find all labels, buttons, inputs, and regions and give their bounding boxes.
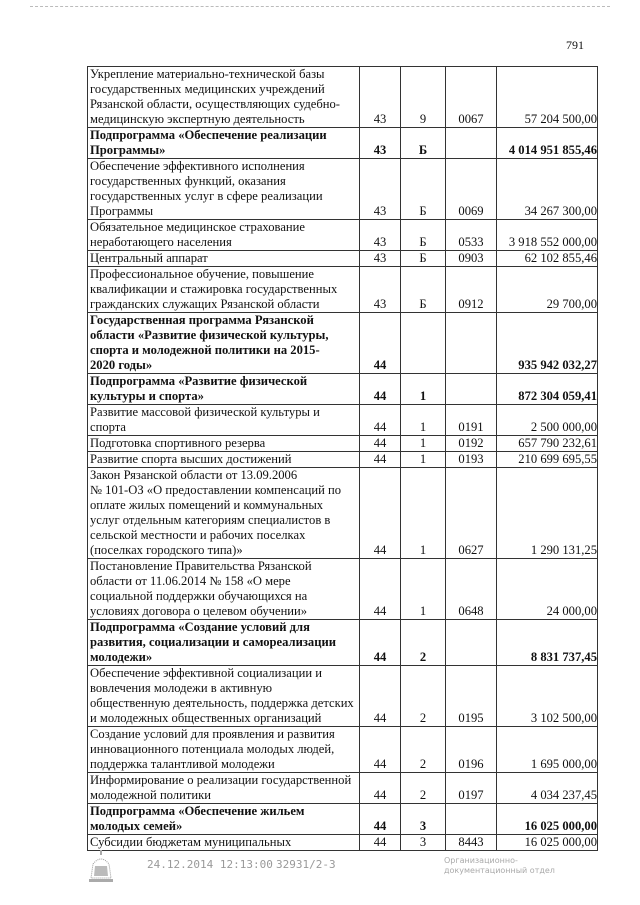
- row-name-line: условиях договора о целевом обучении»: [90, 604, 308, 618]
- item-code: 0648: [446, 559, 497, 620]
- subprogram-code: [401, 313, 446, 374]
- row-name-line: государственных услуг в сфере реализации: [90, 189, 323, 203]
- subprogram-code: 1: [401, 559, 446, 620]
- subprogram-code: 1: [401, 405, 446, 436]
- row-name-line: Государственная программа Рязанской: [90, 313, 314, 327]
- row-name-line: (поселках городского типа)»: [90, 543, 243, 557]
- row-name-line: Информирование о реализации государственной: [90, 773, 352, 787]
- table-row: [88, 727, 598, 773]
- row-name-line: молодежной политики: [90, 788, 211, 802]
- row-name-line: государственных функций, оказания: [90, 174, 286, 188]
- row-name: [88, 727, 360, 773]
- table-row: [88, 67, 598, 128]
- amount: 1 290 131,25: [497, 468, 598, 559]
- table-row: [88, 835, 598, 851]
- amount: 62 102 855,46: [497, 251, 598, 267]
- row-name-line: Обязательное медицинское страхование: [90, 220, 305, 234]
- row-name: [88, 251, 360, 267]
- item-code: 0627: [446, 468, 497, 559]
- row-name: [88, 620, 360, 666]
- row-name-line: инновационного потенциала молодых людей,: [90, 742, 335, 756]
- row-name-line: спорта: [90, 420, 127, 434]
- row-name-line: Субсидии бюджетам муниципальных: [90, 835, 292, 849]
- row-name: [88, 374, 360, 405]
- table-row: [88, 436, 598, 452]
- row-name-line: 2020 годы»: [90, 358, 153, 372]
- footer-doc-number: 32931/2-3: [276, 858, 336, 871]
- item-code: 0069: [446, 159, 497, 220]
- table-row: [88, 666, 598, 727]
- footer-department: [444, 856, 555, 876]
- footer: [0, 850, 640, 890]
- section-code: 44: [360, 559, 401, 620]
- row-name-line: сельской местности и рабочих поселках: [90, 528, 306, 542]
- row-name-line: услуг отдельным категориям специалистов в: [90, 513, 331, 527]
- table-row: [88, 374, 598, 405]
- section-code: 44: [360, 835, 401, 851]
- item-code: [446, 804, 497, 835]
- scan-top-edge: [30, 6, 610, 7]
- footer-department-line: Организационно-: [444, 856, 518, 865]
- section-code: 43: [360, 128, 401, 159]
- table-row: [88, 452, 598, 468]
- row-name-line: молодых семей»: [90, 819, 183, 833]
- section-code: 43: [360, 67, 401, 128]
- row-name-line: Постановление Правительства Рязанской: [90, 559, 312, 573]
- budget-table: [87, 66, 598, 851]
- amount: 24 000,00: [497, 559, 598, 620]
- row-name-line: культуры и спорта»: [90, 389, 204, 403]
- row-name: [88, 559, 360, 620]
- item-code: 0903: [446, 251, 497, 267]
- amount: 8 831 737,45: [497, 620, 598, 666]
- row-name-line: Обеспечение эффективной социализации и: [90, 666, 322, 680]
- section-code: 43: [360, 159, 401, 220]
- row-name-line: Развитие спорта высших достижений: [90, 452, 292, 466]
- item-code: [446, 620, 497, 666]
- item-code: 0533: [446, 220, 497, 251]
- row-name-line: и молодежных общественных организаций: [90, 711, 322, 725]
- item-code: [446, 374, 497, 405]
- table-row: [88, 251, 598, 267]
- section-code: 43: [360, 251, 401, 267]
- table-row: [88, 220, 598, 251]
- row-name-line: Подпрограмма «Развитие физической: [90, 374, 308, 388]
- row-name-line: Подпрограмма «Создание условий для: [90, 620, 310, 634]
- amount: 935 942 032,27: [497, 313, 598, 374]
- subprogram-code: 1: [401, 468, 446, 559]
- row-name: [88, 220, 360, 251]
- table-row: [88, 267, 598, 313]
- item-code: 0193: [446, 452, 497, 468]
- item-code: [446, 128, 497, 159]
- row-name-line: поддержка талантливой молодежи: [90, 757, 275, 771]
- section-code: 44: [360, 727, 401, 773]
- section-code: 44: [360, 468, 401, 559]
- subprogram-code: 2: [401, 773, 446, 804]
- section-code: 44: [360, 313, 401, 374]
- table-row: [88, 620, 598, 666]
- row-name: [88, 405, 360, 436]
- page-number: 791: [566, 38, 584, 52]
- amount: 16 025 000,00: [497, 835, 598, 851]
- amount: 4 014 951 855,46: [497, 128, 598, 159]
- item-code: 0191: [446, 405, 497, 436]
- row-name-line: Программы: [90, 204, 154, 218]
- row-name-line: Подготовка спортивного резерва: [90, 436, 266, 450]
- table-row: [88, 405, 598, 436]
- section-code: 43: [360, 220, 401, 251]
- section-code: 44: [360, 773, 401, 804]
- item-code: 0192: [446, 436, 497, 452]
- subprogram-code: 3: [401, 835, 446, 851]
- row-name: [88, 468, 360, 559]
- row-name-line: области «Развитие физической культуры,: [90, 328, 329, 342]
- row-name-line: общественную деятельность, поддержка детских: [90, 696, 354, 710]
- subprogram-code: 2: [401, 727, 446, 773]
- row-name-line: Рязанской области, осуществляющих судебно-: [90, 97, 341, 111]
- amount: 4 034 237,45: [497, 773, 598, 804]
- item-code: 0912: [446, 267, 497, 313]
- section-code: 44: [360, 405, 401, 436]
- row-name-line: Подпрограмма «Обеспечение жильем: [90, 804, 305, 818]
- row-name: [88, 773, 360, 804]
- footer-department-line: документационный отдел: [444, 866, 555, 875]
- amount: 210 699 695,55: [497, 452, 598, 468]
- subprogram-code: Б: [401, 220, 446, 251]
- section-code: 43: [360, 267, 401, 313]
- row-name-line: государственных медицинских учреждений: [90, 82, 325, 96]
- table-row: [88, 804, 598, 835]
- row-name-line: вовлечения молодежи в активную: [90, 681, 273, 695]
- row-name: [88, 267, 360, 313]
- subprogram-code: 9: [401, 67, 446, 128]
- item-code: 8443: [446, 835, 497, 851]
- row-name: [88, 666, 360, 727]
- section-code: 44: [360, 436, 401, 452]
- coat-of-arms-stamp-icon: [88, 850, 114, 884]
- amount: 3 918 552 000,00: [497, 220, 598, 251]
- subprogram-code: 2: [401, 666, 446, 727]
- row-name: [88, 835, 360, 851]
- row-name-line: Обеспечение эффективного исполнения: [90, 159, 305, 173]
- row-name-line: Центральный аппарат: [90, 251, 208, 265]
- amount: 57 204 500,00: [497, 67, 598, 128]
- row-name: [88, 313, 360, 374]
- table-row: [88, 159, 598, 220]
- item-code: 0067: [446, 67, 497, 128]
- subprogram-code: Б: [401, 128, 446, 159]
- amount: 657 790 232,61: [497, 436, 598, 452]
- row-name-line: Закон Рязанской области от 13.09.2006: [90, 468, 298, 482]
- row-name: [88, 436, 360, 452]
- row-name-line: Создание условий для проявления и развития: [90, 727, 335, 741]
- row-name: [88, 67, 360, 128]
- subprogram-code: 3: [401, 804, 446, 835]
- row-name-line: квалификации и стажировка государственных: [90, 282, 338, 296]
- amount: 3 102 500,00: [497, 666, 598, 727]
- amount: 34 267 300,00: [497, 159, 598, 220]
- table-row: [88, 559, 598, 620]
- amount: 1 695 000,00: [497, 727, 598, 773]
- amount: 16 025 000,00: [497, 804, 598, 835]
- table-row: [88, 468, 598, 559]
- row-name-line: гражданских служащих Рязанской области: [90, 297, 320, 311]
- row-name-line: Программы»: [90, 143, 166, 157]
- row-name-line: социальной поддержки обучающихся на: [90, 589, 308, 603]
- subprogram-code: 1: [401, 374, 446, 405]
- section-code: 44: [360, 374, 401, 405]
- row-name-line: развития, социализации и самореализации: [90, 635, 336, 649]
- row-name-line: неработающего населения: [90, 235, 232, 249]
- subprogram-code: 2: [401, 620, 446, 666]
- amount: 872 304 059,41: [497, 374, 598, 405]
- amount: 2 500 000,00: [497, 405, 598, 436]
- table-row: [88, 128, 598, 159]
- row-name-line: медицинскую экспертную деятельность: [90, 112, 305, 126]
- footer-datetime: 24.12.2014 12:13:00: [147, 858, 273, 871]
- row-name: [88, 452, 360, 468]
- row-name-line: Укрепление материально-технической базы: [90, 67, 325, 81]
- row-name-line: № 101-ОЗ «О предоставлении компенсаций по: [90, 483, 341, 497]
- section-code: 44: [360, 620, 401, 666]
- section-code: 44: [360, 452, 401, 468]
- row-name-line: Подпрограмма «Обеспечение реализации: [90, 128, 327, 142]
- table-row: [88, 773, 598, 804]
- section-code: 44: [360, 804, 401, 835]
- row-name: [88, 159, 360, 220]
- row-name: [88, 804, 360, 835]
- subprogram-code: 1: [401, 452, 446, 468]
- item-code: [446, 313, 497, 374]
- item-code: 0195: [446, 666, 497, 727]
- section-code: 44: [360, 666, 401, 727]
- amount: 29 700,00: [497, 267, 598, 313]
- subprogram-code: 1: [401, 436, 446, 452]
- row-name-line: спорта и молодежной политики на 2015-: [90, 343, 320, 357]
- row-name: [88, 128, 360, 159]
- row-name-line: молодежи»: [90, 650, 153, 664]
- table-row: [88, 313, 598, 374]
- item-code: 0196: [446, 727, 497, 773]
- subprogram-code: Б: [401, 251, 446, 267]
- row-name-line: Развитие массовой физической культуры и: [90, 405, 320, 419]
- subprogram-code: Б: [401, 267, 446, 313]
- row-name-line: Профессиональное обучение, повышение: [90, 267, 314, 281]
- subprogram-code: Б: [401, 159, 446, 220]
- row-name-line: оплате жилых помещений и коммунальных: [90, 498, 324, 512]
- row-name-line: области от 11.06.2014 № 158 «О мере: [90, 574, 291, 588]
- item-code: 0197: [446, 773, 497, 804]
